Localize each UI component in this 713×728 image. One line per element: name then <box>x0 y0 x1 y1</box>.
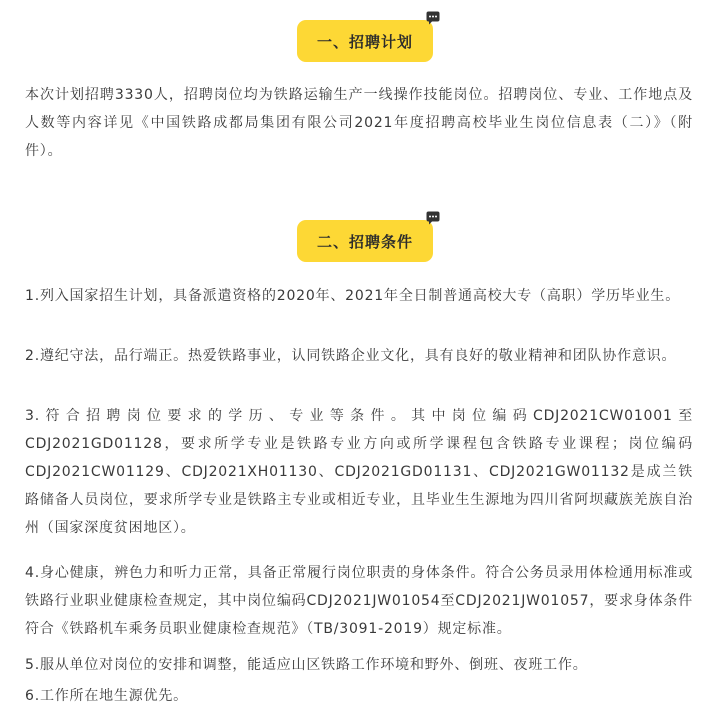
recruitment-plan-paragraph: 本次计划招聘3330人，招聘岗位均为铁路运输生产一线操作技能岗位。招聘岗位、专业、工作地点及人数等内容详见《中国铁路成都局集团有限公司2021年度招聘高校毕业生岗位信息表（二）》（附件）。 <box>25 87 693 159</box>
condition-item-5: 5.服从单位对岗位的安排和调整，能适应山区铁路工作环境和野外、倒班、夜班工作。 <box>25 657 588 673</box>
condition-item-6: 6.工作所在地生源优先。 <box>25 688 188 704</box>
condition-item-4: 4.身心健康，辨色力和听力正常，具备正常履行岗位职责的身体条件。符合公务员录用体检通用标准或铁路行业职业健康检查规定，其中岗位编码CDJ2021JW01054至CDJ2021JW01057，要求身体条件符合《铁路机车乘务员职业健康检查规范》（TB/3091-2019）规定标准。 <box>25 565 693 637</box>
chat-bubble-icon <box>426 11 440 25</box>
condition-item-1: 1.列入国家招生计划，具备派遣资格的2020年、2021年全日制普通高校大专（高职）学历毕业生。 <box>25 288 681 304</box>
condition-item-3: 3.符合招聘岗位要求的学历、专业等条件。其中岗位编码CDJ2021CW01001至CDJ2021GD01128，要求所学专业是铁路专业方向或所学课程包含铁路专业课程；岗位编码CDJ2021CW01129、CDJ2021XH01130、CDJ2021GD01131、CDJ2021GW01132是成兰铁路储备人员岗位，要求所学专业是铁路主专业或相近专业，且毕业生生源地为四川省阿坝藏族羌族自治州（国家深度贫困地区）。 <box>25 408 693 536</box>
condition-item-2: 2.遵纪守法，品行端正。热爱铁路事业，认同铁路企业文化，具有良好的敬业精神和团队协作意识。 <box>25 348 677 364</box>
section-title: 一、招聘计划 <box>316 32 413 51</box>
section-header-recruitment-plan <box>297 20 433 62</box>
section-header-recruitment-conditions <box>297 220 433 262</box>
chat-bubble-icon <box>426 211 440 225</box>
section-title: 二、招聘条件 <box>316 232 413 251</box>
